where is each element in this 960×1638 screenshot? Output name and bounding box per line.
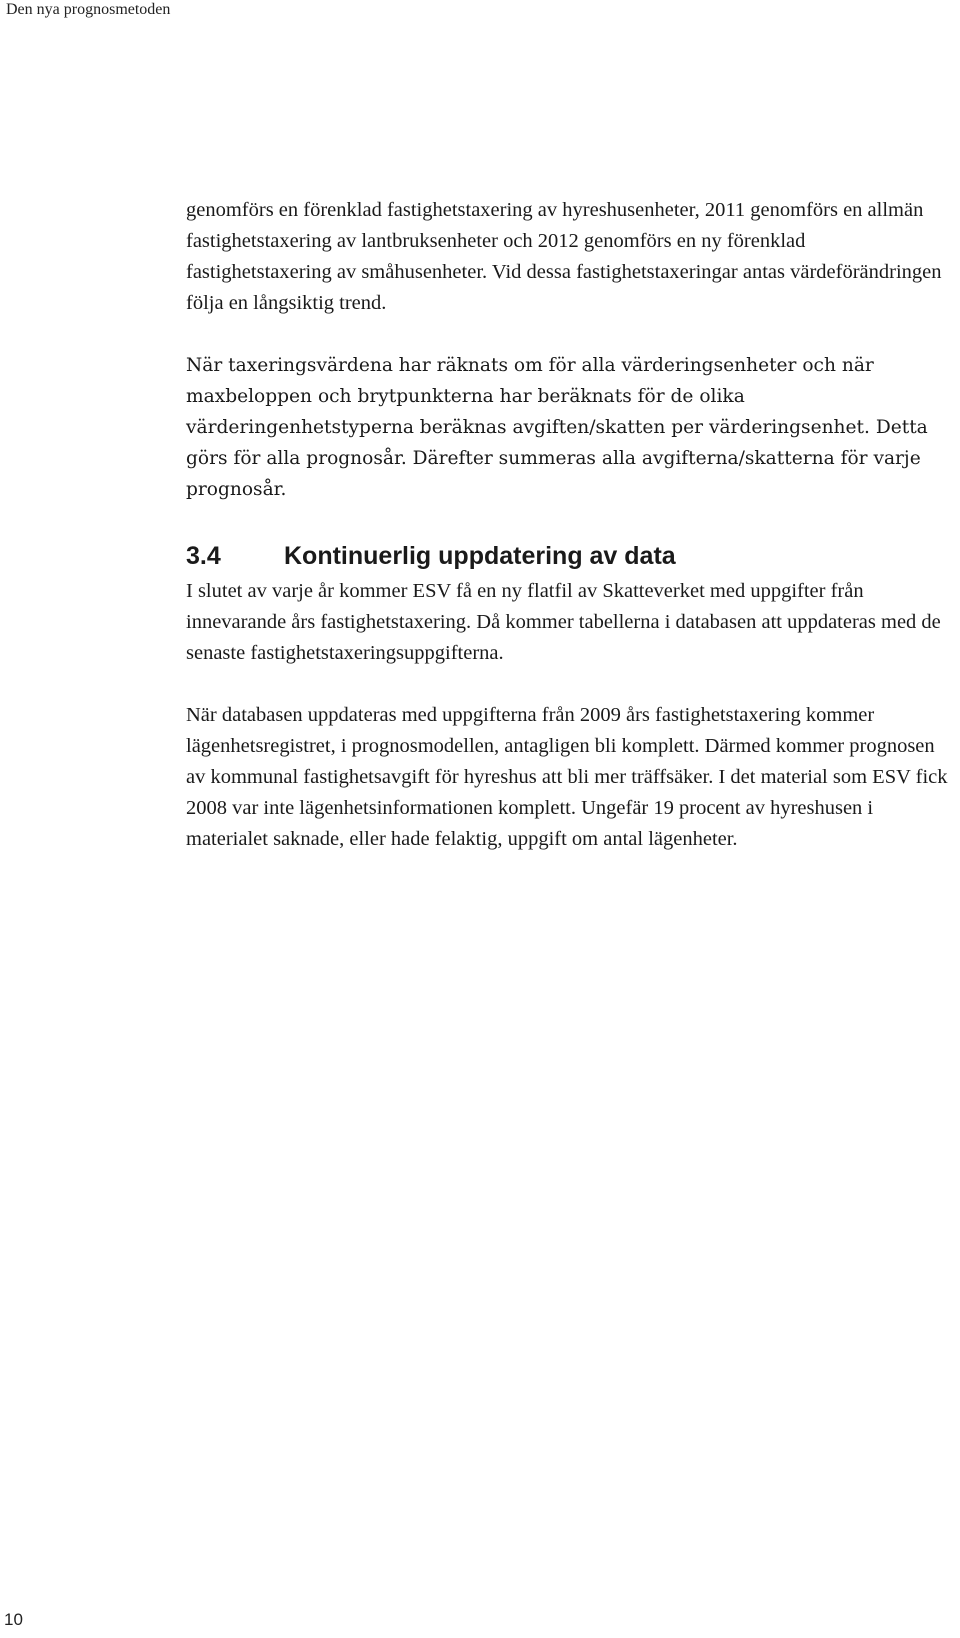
paragraph-intro: genomförs en förenklad fastighetstaxering av hyreshusenheter, 2011 genomförs en allmän fastighetstaxering av lantbruksenheter och 2012 genomförs en ny förenklad fastighetstaxering av småhusenheter. Vid dessa fastighetstaxeringar antas värdeförändringen följa en långsiktig trend. (186, 199, 942, 314)
section-title: Kontinuerlig uppdatering av data (284, 542, 676, 570)
paragraph-update: I slutet av varje år kommer ESV få en ny flatfil av Skatteverket med uppgifter från innevarande års fastighetstaxering. Då kommer tabellerna i databasen att uppdateras med de senaste fastighetstaxeringsuppgifterna. (186, 580, 941, 664)
paragraph-database: När databasen uppdateras med uppgifterna från 2009 års fastighetstaxering kommer lägenhetsregistret, i prognosmodellen, antagligen bli komplett. Därmed kommer prognosen av kommunal fastighetsavgift för hyreshus att bli mer träffsäker. I det material som ESV fick 2008 var inte lägenhetsinformationen komplett. Ungefär 19 procent av hyreshusen i materialet saknade, eller hade felaktig, uppgift om antal lägenheter. (186, 704, 948, 850)
section-number: 3.4 (186, 542, 221, 570)
page-body (186, 195, 952, 855)
running-header: Den nya prognosmetoden (6, 1, 171, 18)
paragraph-calculation: När taxeringsvärdena har räknats om för alla värderingsenheter och när maxbeloppen och brytpunkterna har beräknats för de olika värderingenhetstyperna beräknas avgiften/skatten per värderingsenhet. Detta görs för alla prognosår. Därefter summeras alla avgifterna/skatterna för varje prognosår. (186, 355, 928, 500)
section-heading (186, 536, 952, 576)
page-number: 10 (4, 1610, 23, 1629)
